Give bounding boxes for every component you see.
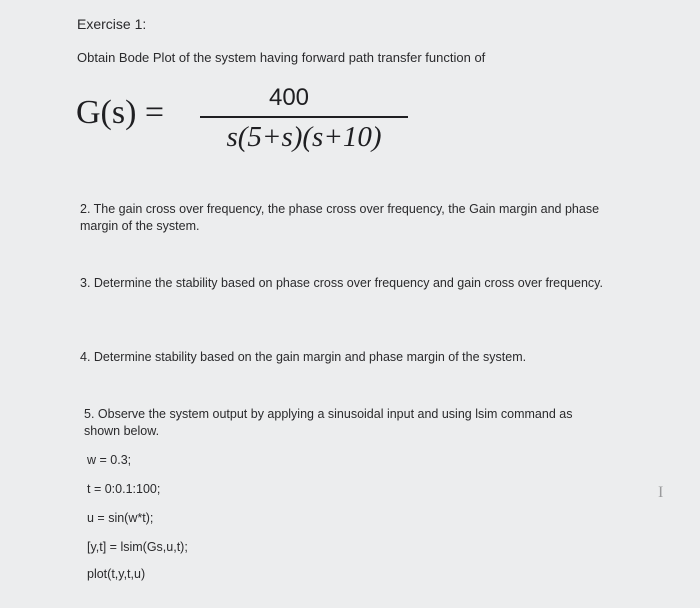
code-line: u = sin(w*t); bbox=[87, 511, 154, 525]
code-line: plot(t,y,t,u) bbox=[87, 567, 146, 581]
question-2: 2. The gain cross over frequency, the phase cross over frequency, the Gain margin and phase margin of the system. bbox=[80, 202, 600, 233]
code-line: [y,t] = lsim(Gs,u,t); bbox=[87, 540, 188, 554]
formula-numerator: 400 bbox=[268, 84, 310, 111]
code-line: t = 0:0.1:100; bbox=[87, 482, 161, 496]
formula-denominator: s(5+s)(s+10) bbox=[226, 121, 382, 153]
fraction-bar bbox=[200, 116, 408, 118]
code-line: w = 0.3; bbox=[87, 453, 132, 467]
formula-fraction bbox=[200, 82, 408, 154]
exercise-intro: Obtain Bode Plot of the system having forward path transfer function of bbox=[77, 50, 486, 65]
exercise-title: Exercise 1: bbox=[77, 16, 147, 32]
text-cursor-icon: I bbox=[658, 484, 664, 501]
question-3: 3. Determine the stability based on phase cross over frequency and gain cross over frequency. bbox=[80, 276, 603, 290]
question-5: 5. Observe the system output by applying a sinusoidal input and using lsim command as shown below. bbox=[84, 407, 573, 438]
formula-lhs: G(s) = bbox=[76, 94, 165, 131]
question-4: 4. Determine stability based on the gain margin and phase margin of the system. bbox=[80, 350, 527, 364]
